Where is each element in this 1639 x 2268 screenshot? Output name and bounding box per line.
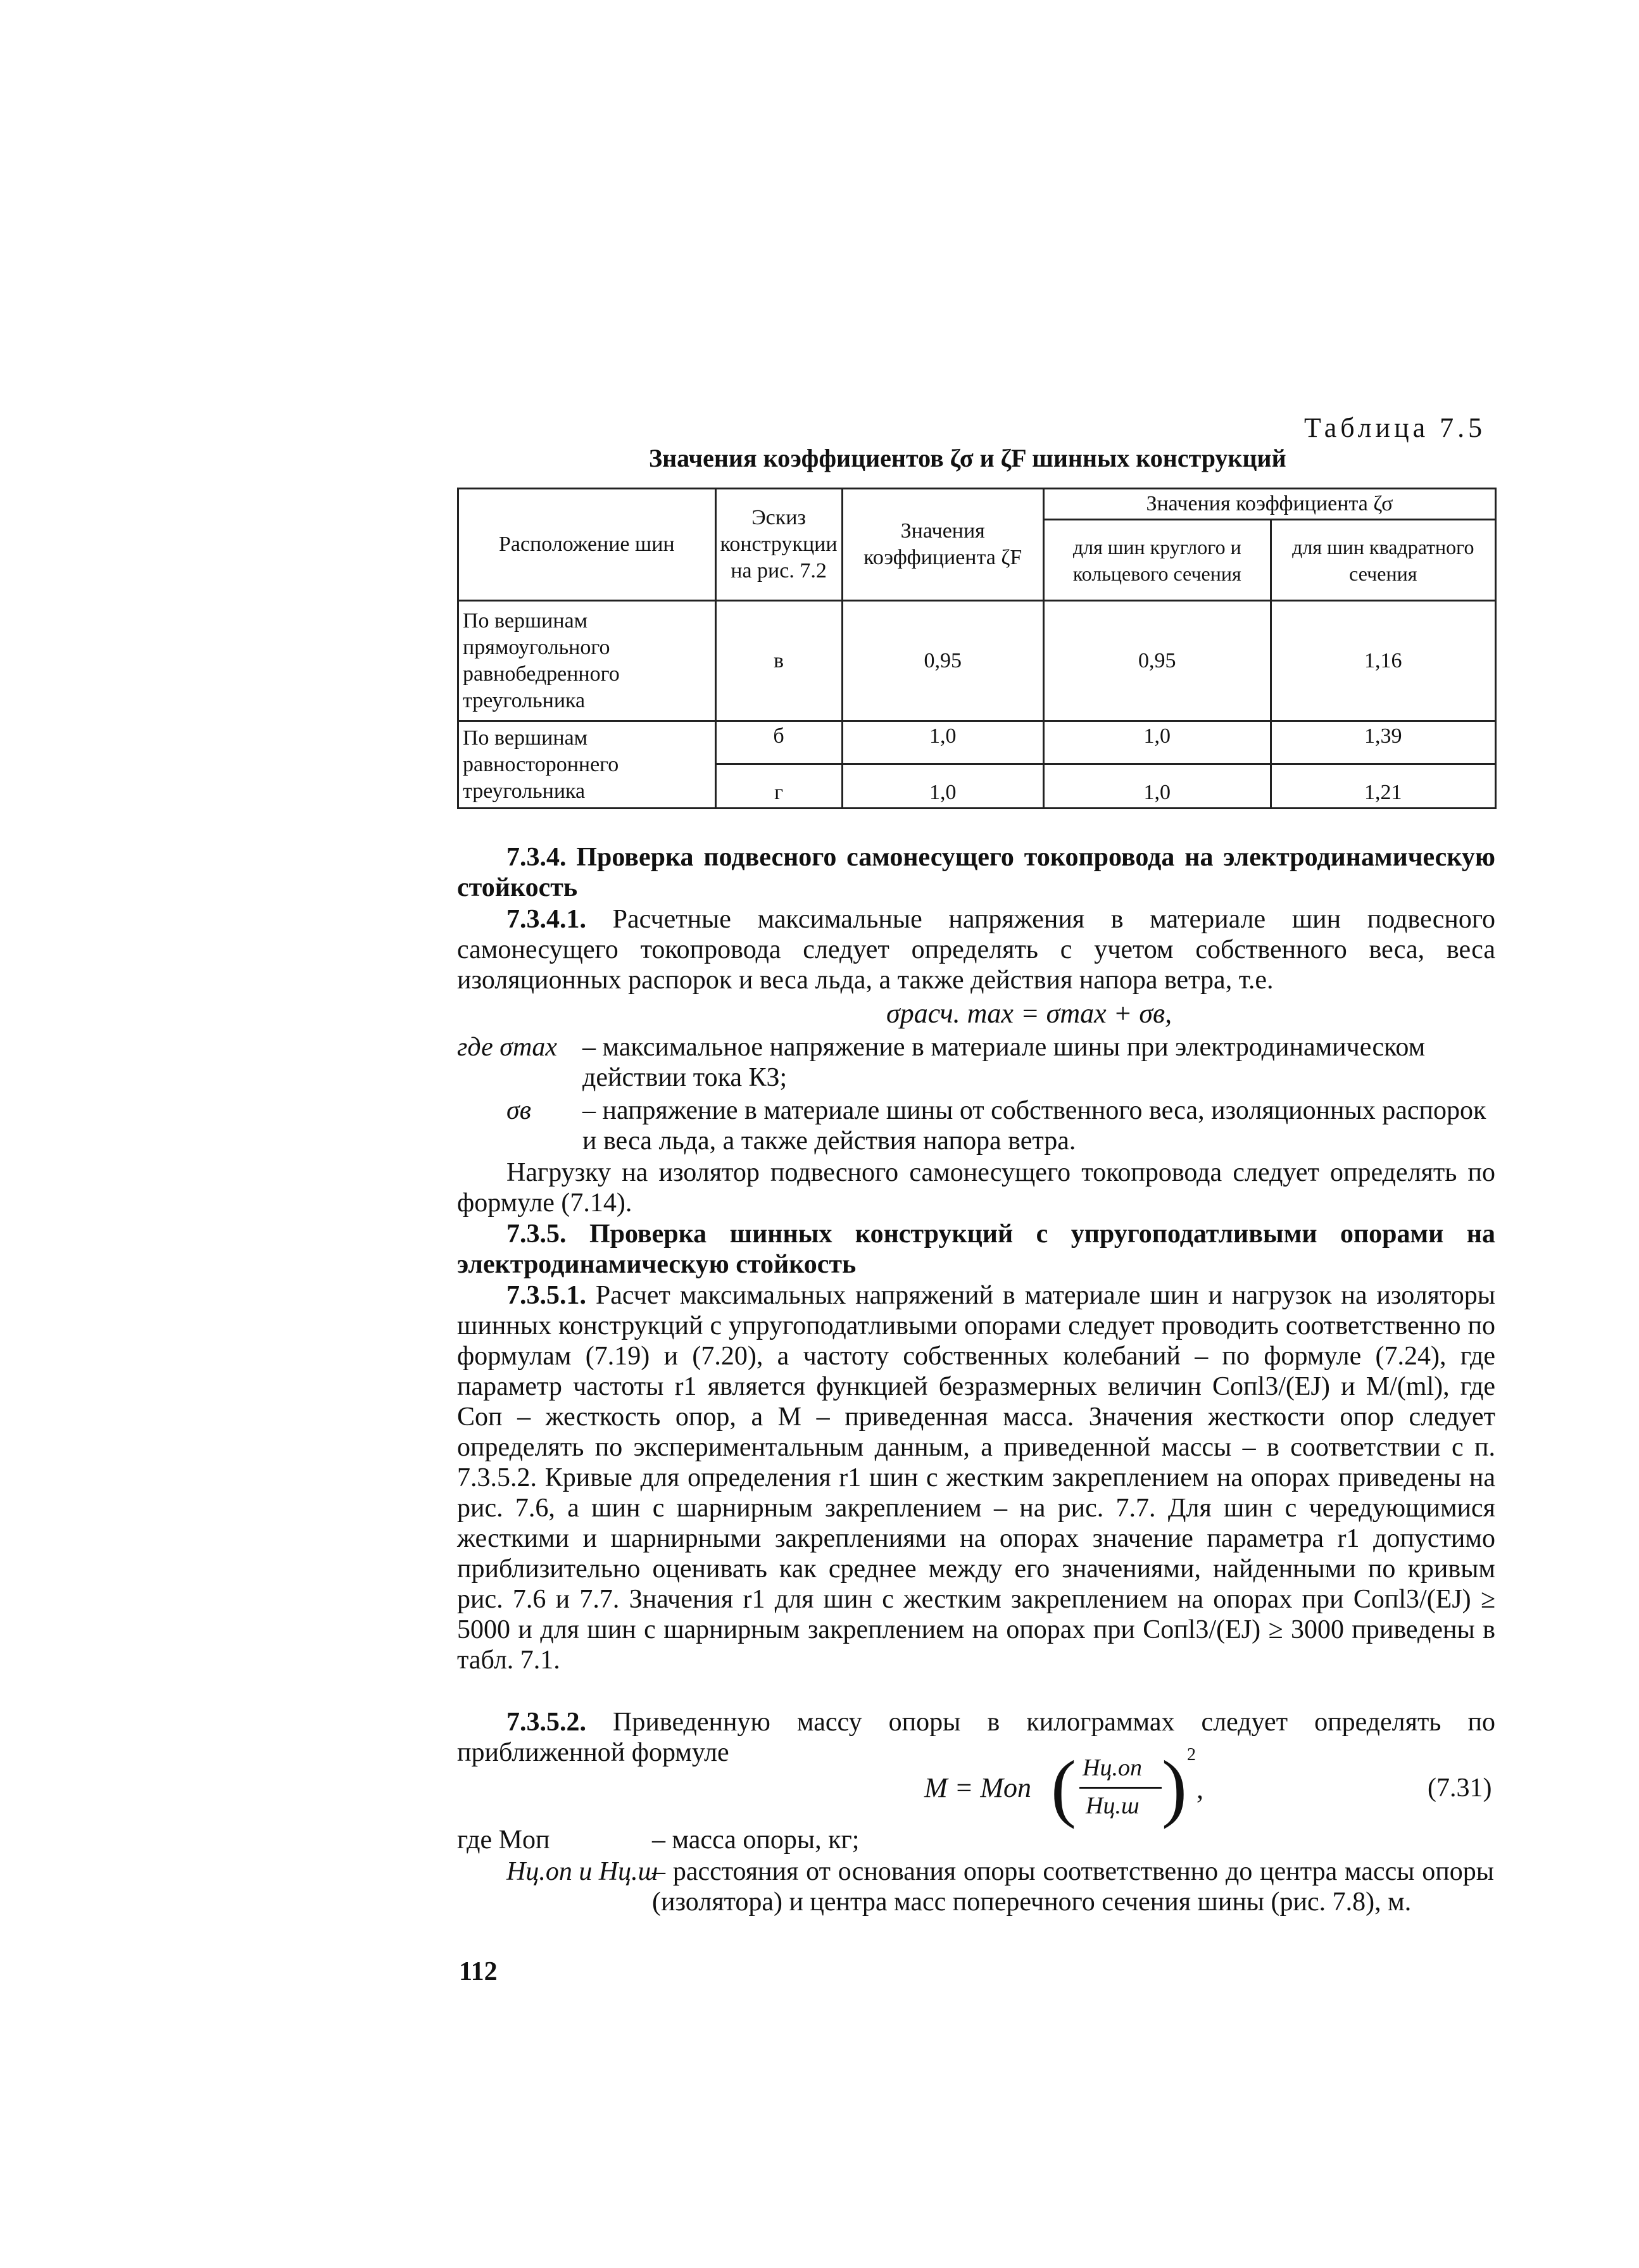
where-definition-heights: – расстояния от основания опоры соответственно до центра массы опоры (изолятора) и центра масс поперечного сечения шины (рис. 7.8), м. <box>652 1857 1494 1917</box>
cell-sketch: б <box>715 721 842 764</box>
table-row <box>458 601 1496 721</box>
fraction-bar <box>1079 1787 1162 1789</box>
formula-number: (7.31) <box>1428 1773 1492 1803</box>
paragraph-number: 7.3.5.2. <box>506 1708 586 1737</box>
fraction-numerator: Hц.оп <box>1083 1755 1142 1781</box>
formula-sigma-calc: σрасч. max = σmax + σв, <box>886 998 1172 1029</box>
page-number: 112 <box>459 1957 498 1986</box>
paragraph-body: Расчетные максимальные напряжения в материале шин подвесного самонесущего токопровода следует определять с учетом собственного веса, веса изоляционных распорок и веса льда, а также действия напора ветра, т.е. <box>457 905 1495 995</box>
where-definition-sigma-max: – максимальное напряжение в материале шины при электродинамическом действии тока КЗ; <box>582 1033 1426 1092</box>
paragraph-7-3-5-1 <box>457 1280 1495 1675</box>
fraction-denominator: Hц.ш <box>1086 1792 1140 1819</box>
where-symbol-sigma-v: σв <box>506 1096 531 1125</box>
cell-square: 1,16 <box>1271 601 1495 721</box>
where-symbol-heights: Hц.оп и Hц.ш <box>506 1857 658 1886</box>
table-row <box>458 721 1496 764</box>
cell-square: 1,21 <box>1271 764 1495 809</box>
right-paren: ) <box>1162 1745 1187 1829</box>
cell-location: По вершинам прямоугольного равнобедренного треугольника <box>458 601 716 721</box>
header-zeta-f: Значения коэффициента ζF <box>842 489 1043 601</box>
cell-sketch: в <box>715 601 842 721</box>
cell-zeta-f: 0,95 <box>842 601 1043 721</box>
paragraph-body: Расчет максимальных напряжений в материале шин и нагрузок на изоляторы шинных конструкций с упругоподатливыми опорами следует проводить соответственно по формулам (7.19) и (7.20), а частоту собственных колебаний – по формуле (7.24), где параметр частоты r1 является функцией безразмерных величин Cопl3/(EJ) и M/(ml), где Cоп – жесткость опор, а M – приведенная масса. Значения жесткости опор следует определять по экспериментальным данным, а приведенной массы – в соответствии с п. 7.3.5.2. Кривые для определения r1 шин с жестким закреплением на опорах приведены на рис. 7.6, а шин с шарнирным закреплением – на рис. 7.7. Для шин с чередующимися жесткими и шарнирными закреплениями на опорах значение параметра r1 допустимо приблизительно оценивать как среднее между его значениями, найденными по кривым рис. 7.6 и 7.7. Значения r1 для шин с жестким закреплением на опорах при Cопl3/(EJ) ≥ 5000 и для шин с шарнирным закреплением на опорах при Cопl3/(EJ) ≥ 3000 приведены в табл. 7.1. <box>457 1281 1495 1675</box>
formula-reduced-mass <box>924 1745 1494 1830</box>
formula-lhs: M = Mоп <box>924 1772 1031 1803</box>
where-definition-sigma-v: – напряжение в материале шины от собственного веса, изоляционных распорок и веса льда, а также действия напора ветра. <box>582 1096 1486 1156</box>
left-paren: ( <box>1051 1745 1076 1829</box>
cell-location: По вершинам равностороннего треугольника <box>458 721 716 809</box>
paragraph-load: Нагрузку на изолятор подвесного самонесущего токопровода следует определять по формуле (7.14). <box>457 1158 1495 1218</box>
header-round-section: для шин круглого и кольцевого сечения <box>1043 520 1271 601</box>
formula-comma: , <box>1196 1773 1203 1805</box>
cell-round: 1,0 <box>1043 721 1271 764</box>
where-symbol-mass: где Mоп <box>457 1825 550 1855</box>
table-label: Таблица 7.5 <box>1304 412 1486 443</box>
paragraph-number: 7.3.5.1. <box>506 1281 586 1310</box>
cell-zeta-f: 1,0 <box>842 721 1043 764</box>
cell-square: 1,39 <box>1271 721 1495 764</box>
coefficients-table <box>457 488 1497 809</box>
header-sketch: Эскиз конструкции на рис. 7.2 <box>715 489 842 601</box>
cell-zeta-f: 1,0 <box>842 764 1043 809</box>
where-definition-mass: – масса опоры, кг; <box>652 1825 860 1855</box>
paragraph-number: 7.3.4.1. <box>506 905 586 934</box>
cell-round: 0,95 <box>1043 601 1271 721</box>
header-location: Расположение шин <box>458 489 716 601</box>
cell-round: 1,0 <box>1043 764 1271 809</box>
formula-exponent: 2 <box>1187 1745 1196 1765</box>
where-symbol-sigma-max: где σmax <box>457 1033 557 1062</box>
heading-7-3-5: 7.3.5. Проверка шинных конструкций с упругоподатливыми опорами на электродинамическую стойкость <box>457 1219 1495 1279</box>
heading-7-3-4: 7.3.4. Проверка подвесного самонесущего токопровода на электродинамическую стойкость <box>457 843 1495 902</box>
header-square-section: для шин квадратного сечения <box>1271 520 1495 601</box>
table-title: Значения коэффициентов ζσ и ζF шинных конструкций <box>649 444 1286 472</box>
paragraph-7-3-4-1 <box>457 904 1495 995</box>
cell-sketch: г <box>715 764 842 809</box>
paragraph-body: Приведенную массу опоры в килограммах следует определять по приближенной формуле <box>457 1708 1495 1767</box>
header-zeta-sigma-group: Значения коэффициента ζσ <box>1043 489 1495 520</box>
